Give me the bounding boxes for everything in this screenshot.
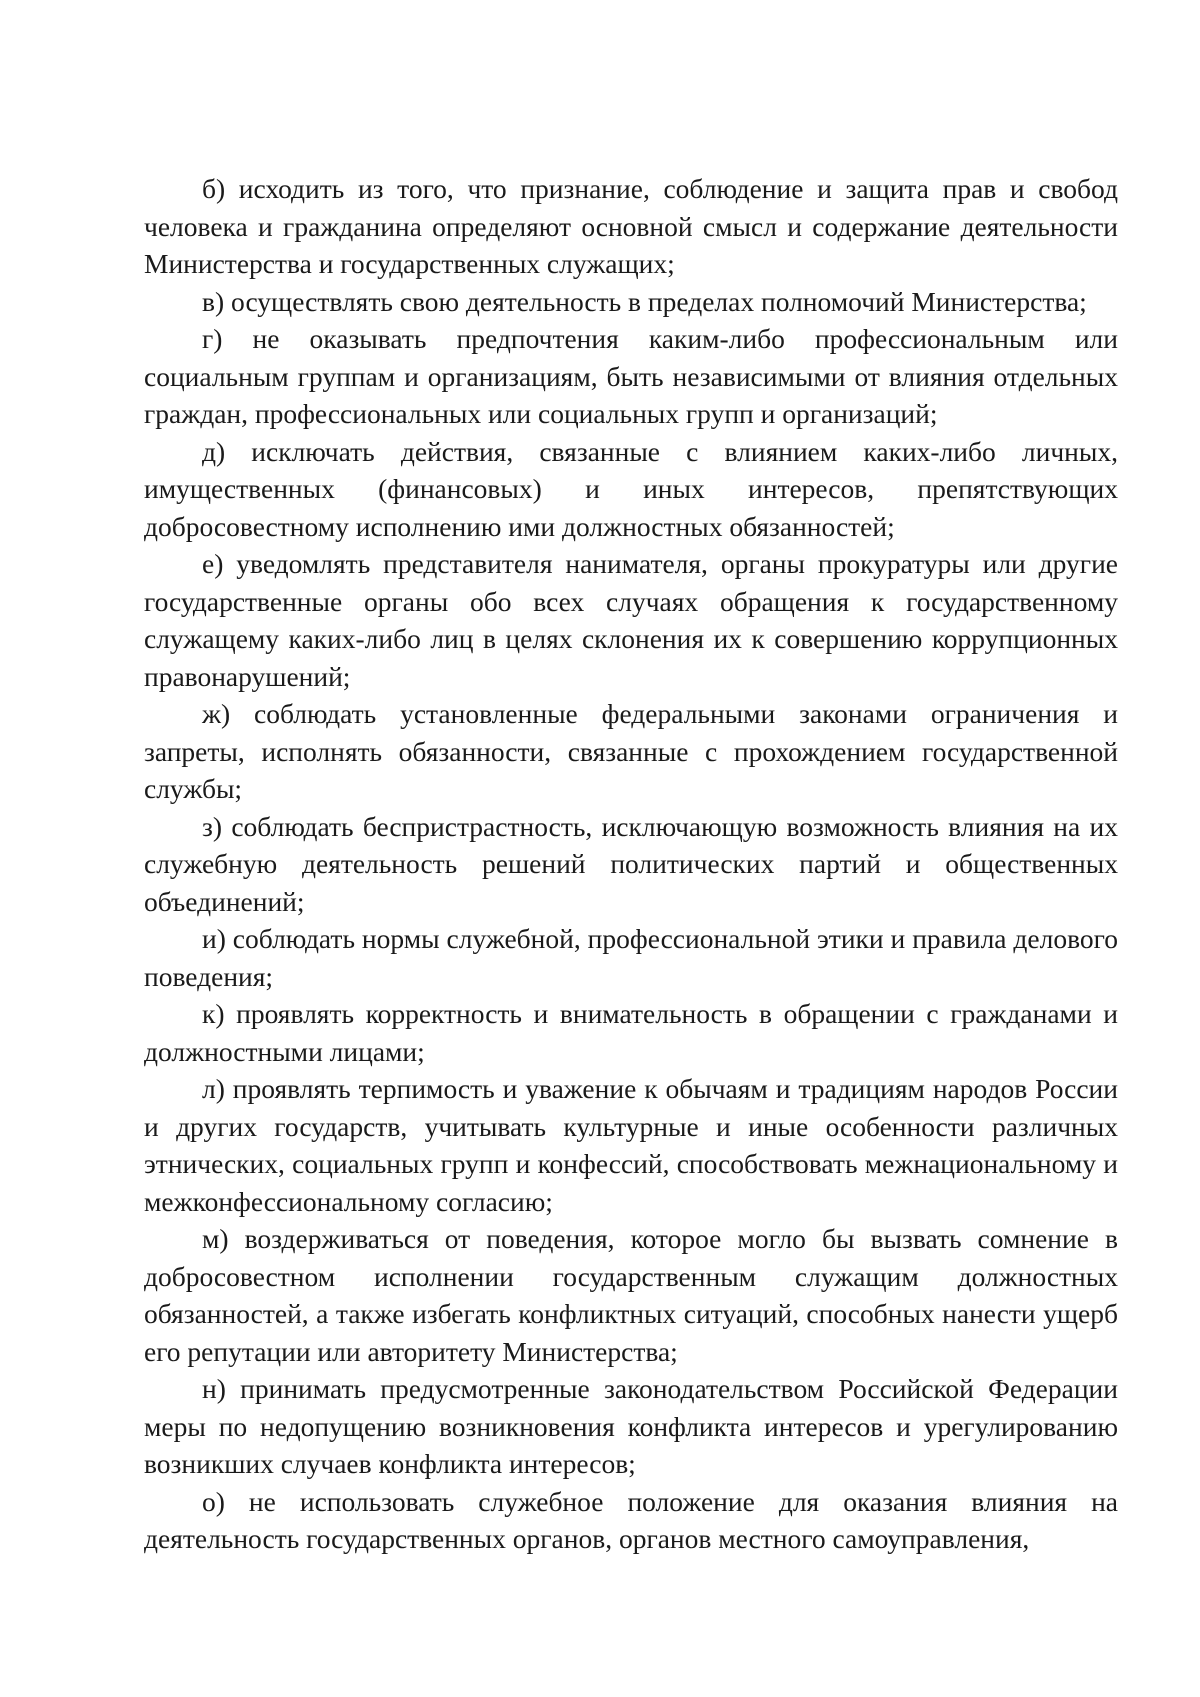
- paragraph-d: д) исключать действия, связанные с влиянием каких-либо личных, имущественных (финансовых) и иных интересов, препятствующих добросовестному исполнению ими должностных обязанностей;: [144, 435, 1118, 542]
- paragraph-o: о) не использовать служебное положение для оказания влияния на деятельность государственных органов, органов местного самоуправления,: [144, 1485, 1118, 1554]
- paragraph-k: к) проявлять корректность и внимательность в обращении с гражданами и должностными лицами;: [144, 998, 1118, 1067]
- paragraph-zh: ж) соблюдать установленные федеральными законами ограничения и запреты, исполнять обязанности, связанные с прохождением государственной службы;: [144, 698, 1118, 804]
- paragraph-g: г) не оказывать предпочтения каким-либо профессиональным или социальным группам и организациям, быть независимыми от влияния отдельных граждан, профессиональных или социальных групп и организаций;: [144, 323, 1118, 429]
- paragraph-b: б) исходить из того, что признание, соблюдение и защита прав и свобод человека и гражданина определяют основной смысл и содержание деятельности Министерства и государственных служащих;: [144, 173, 1118, 279]
- paragraph-z: з) соблюдать беспристрастность, исключающую возможность влияния на их служебную деятельность решений политических партий и общественных объединений;: [144, 810, 1118, 917]
- paragraph-v: в) осуществлять свою деятельность в пределах полномочий Министерства;: [202, 285, 1087, 317]
- document-body: [144, 170, 1118, 1558]
- paragraph-n: н) принимать предусмотренные законодательством Российской Федерации меры по недопущению возникновения конфликта интересов и урегулированию возникших случаев конфликта интересов;: [144, 1373, 1118, 1479]
- paragraph-l: л) проявлять терпимость и уважение к обычаям и традициям народов России и других государств, учитывать культурные и иные особенности различных этнических, социальных групп и конфессий, способствовать межнациональному и межконфессиональному согласию;: [144, 1073, 1118, 1217]
- paragraph-m: м) воздерживаться от поведения, которое могло бы вызвать сомнение в добросовестном исполнении государственным служащим должностных обязанностей, а также избегать конфликтных ситуаций, способных нанести ущерб его репутации или авторитету Министерства;: [144, 1223, 1118, 1367]
- paragraph-i: и) соблюдать нормы служебной, профессиональной этики и правила делового поведения;: [144, 923, 1118, 992]
- paragraph-e: е) уведомлять представителя нанимателя, органы прокуратуры или другие государственные органы обо всех случаях обращения к государственному служащему каких-либо лиц в целях склонения их к совершению коррупционных правонарушений;: [144, 548, 1118, 692]
